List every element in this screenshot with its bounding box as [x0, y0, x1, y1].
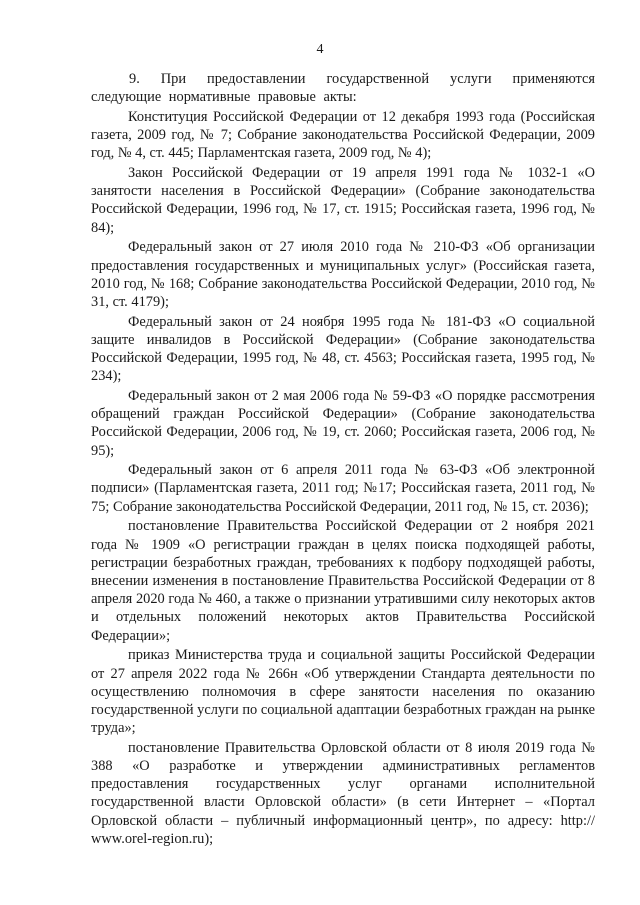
paragraph-ministry-order-266n: приказ Министерства труда и социальной защиты Российской Федерации от 27 апреля 2022 года № 266н «Об утверждении Стандарта деятельности по осуществлению полномочия в сфере занятости населения по оказанию государственной услуги по социальной адаптации безработных граждан на рынке труда»; [91, 647, 595, 737]
paragraph-law-210fz: Федеральный закон от 27 июля 2010 года № 210-ФЗ «Об организации предоставления государственных и муниципальных услуг» (Российская газета, 2010 год, № 168; Собрание законодательства Российской Федерации, 2010 год, № 31, ст. 4179); [91, 239, 595, 310]
paragraph-oryol-decree-388: постановление Правительства Орловской области от 8 июля 2019 года № 388 «О разработке и утверждении административных регламентов предоставления государственных услуг органами исполнительной государственной власти Орловской области» (в сети Интернет – «Портал Орловской области – публичный информационный центр», по адресу: http:// www.orel-region.ru); [91, 739, 595, 847]
paragraph-law-63fz: Федеральный закон от 6 апреля 2011 года № 63-ФЗ «Об электронной подписи» (Парламентская газета, 2011 год; №17; Российская газета, 2011 год, № 75; Собрание законодательства Российской Федерации, 2011 год, № 15, ст. 2036); [91, 462, 595, 515]
paragraph-government-decree-1909: постановление Правительства Российской Федерации от 2 ноября 2021 года № 1909 «О регистрации граждан в целях поиска подходящей работы, регистрации безработных граждан, требованиях к подбору подходящей работы, внесении изменения в постановление Правительства Российской Федерации от 8 апреля 2020 года № 460, а также о признании утратившими силу некоторых актов и отдельных положений некоторых актов Правительства Российской Федерации»; [91, 518, 595, 644]
document-body [91, 70, 595, 850]
page-number: 4 [316, 42, 324, 57]
paragraph-intro: 9. При предоставлении государственной услуги применяются следующие нормативные правовые акты: [91, 71, 595, 106]
paragraph-law-59fz: Федеральный закон от 2 мая 2006 года № 59-ФЗ «О порядке рассмотрения обращений граждан Российской Федерации» (Собрание законодательства Российской Федерации, 2006 год, № 19, ст. 2060; Российская газета, 2006 год, № 95); [91, 387, 595, 459]
paragraph-employment-law: Закон Российской Федерации от 19 апреля 1991 года № 1032-1 «О занятости населения в Российской Федерации» (Собрание законодательства Российской Федерации, 1996 год, № 17, ст. 1915; Российская газета, 1996 год, № 84); [91, 165, 595, 236]
paragraph-constitution: Конституция Российской Федерации от 12 декабря 1993 года (Российская газета, 2009 год, № 7; Собрание законодательства Российской Федерации, 2009 год, № 4, ст. 445; Парламентская газета, 2009 год, № 4); [91, 108, 595, 162]
paragraph-law-181fz: Федеральный закон от 24 ноября 1995 года № 181-ФЗ «О социальной защите инвалидов в Российской Федерации» (Собрание законодательства Российской Федерации, 1995 год, № 48, ст. 4563; Российская газета, 1995 год, № 234); [91, 313, 595, 385]
